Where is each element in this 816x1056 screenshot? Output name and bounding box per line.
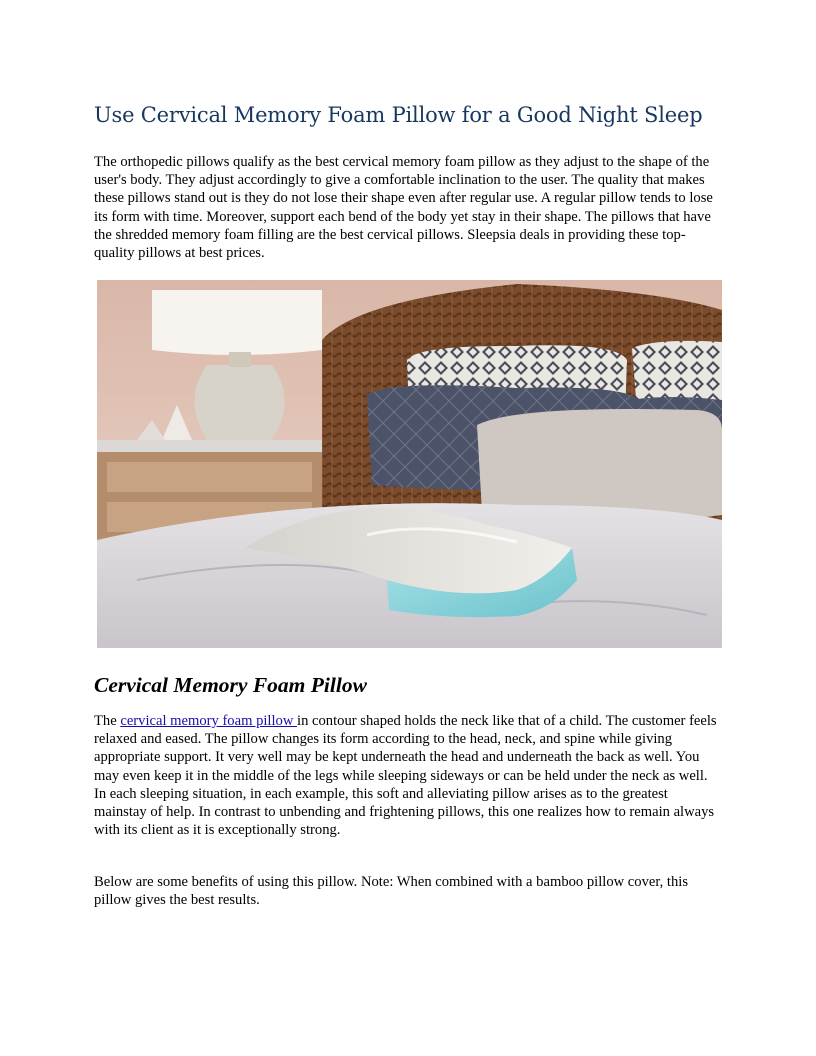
lamp-shade (152, 290, 322, 355)
lamp-base (195, 365, 285, 440)
cervical-memory-foam-pillow-link[interactable]: cervical memory foam pillow (120, 713, 298, 729)
intro-paragraph: The orthopedic pillows qualify as the best cervical memory foam pillow as they adjust to the shape of the user's body. They adjust accordingly to give a comfortable inclination to the user. The quality that makes these pillows stand out is they do not lose their shape even after regular use. A regular pillow tends to lose its form with time. Moreover, support each bend of the body yet stay in their shape. The pillows that have the shredded memory foam filling are the best cervical pillows. Sleepsia deals in providing these top-quality pillows at best prices. (94, 154, 713, 262)
bedroom-pillow-photo (97, 280, 722, 648)
section-paragraph-suffix: in contour shaped holds the neck like that of a child. The customer feels relaxed and eased. The pillow changes its form according to the head, neck, and spine while giving appropriate support. It very well may be kept underneath the head and underneath the back as well. You may even keep it in the middle of the legs while sleeping sideways or can be held under the neck as well. In each sleeping situation, in each example, this soft and alleviating pillow arises as to the greatest mainstay of help. In contrast to unbending and frightening pillows, this one realizes how to remain always with its client as it is exceptionally strong. (94, 713, 717, 839)
section-paragraph-prefix: The (94, 713, 121, 729)
section-heading: Cervical Memory Foam Pillow (94, 673, 367, 697)
nightstand-glass-top (97, 440, 337, 452)
page-title: Use Cervical Memory Foam Pillow for a Good Night Sleep (94, 103, 703, 127)
section-paragraph (94, 712, 722, 839)
benefits-paragraph: Below are some benefits of using this pillow. Note: When combined with a bamboo pillow cover, this pillow gives the best results. (94, 874, 689, 909)
